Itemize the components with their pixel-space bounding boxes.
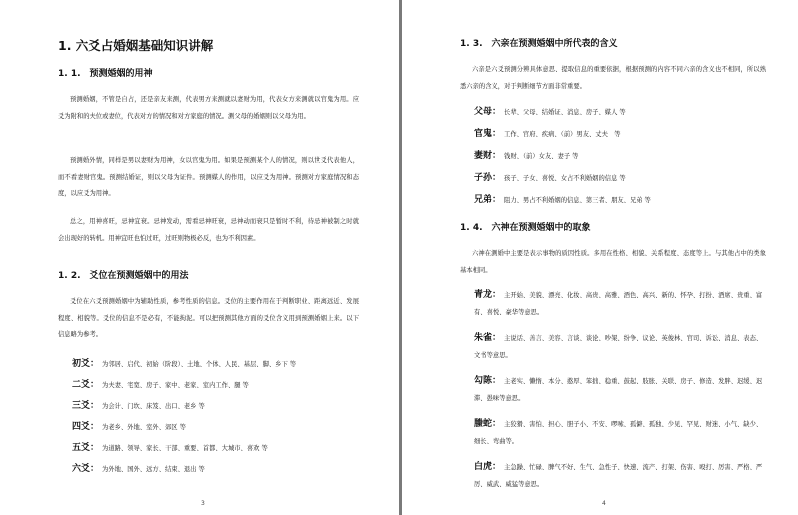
liushen-label: 朱雀： bbox=[474, 333, 502, 343]
section-1-1-heading: 1. 1. 预测婚姻的用神 bbox=[58, 69, 153, 79]
liushen-text: 主老实、懒惰、本分、憨厚、笨拙、稳重、鼓起、肢胀、关联、房子、修造、发胖、迟缓、迟滞、愚味等意思。 bbox=[474, 378, 763, 402]
page-number-4: 4 bbox=[602, 500, 606, 507]
yao-text: 为道路、领导、家长、干部、重要、首都、大城市、喜欢 等 bbox=[102, 445, 268, 452]
liushen-item-2 bbox=[474, 330, 766, 364]
liuqin-item-2 bbox=[474, 126, 766, 144]
yao-item-1 bbox=[72, 356, 359, 374]
yao-text: 为老乡、外地、室外、郊区 等 bbox=[102, 424, 186, 431]
liuqin-text: 孩子、子女、喜悦、女占不利婚姻的信息 等 bbox=[504, 175, 626, 182]
liushen-label: 青龙： bbox=[474, 290, 502, 300]
yao-label: 初爻： bbox=[72, 359, 100, 369]
liuqin-label: 官鬼： bbox=[474, 129, 502, 139]
paragraph-liuqin: 六亲是六爻预测分辨具体意思、提取信息的重要依据，根据预测的内容不同六亲的含义也不相同，所以熟悉六亲的含义，对于判断细节方面非常重要。 bbox=[460, 66, 766, 90]
liuqin-text: 长辈、父母、结婚证、消息、房子、媒人 等 bbox=[504, 109, 626, 116]
liushen-item-4 bbox=[474, 416, 766, 450]
liushen-text: 主急躁、忙碌、脾气不好、生气、急性子、快速、流产、打架、伤害、殴打、厉害、严格、严厉、威武、威猛等意思。 bbox=[474, 464, 763, 488]
yao-item-5 bbox=[72, 440, 359, 458]
page-number-3: 3 bbox=[201, 500, 205, 507]
section-1-3-heading: 1. 3. 六亲在预测婚姻中所代表的含义 bbox=[460, 39, 618, 49]
liushen-label: 螣蛇： bbox=[474, 419, 502, 429]
section-1-2-heading: 1. 2. 爻位在预测婚姻中的用法 bbox=[58, 271, 189, 281]
liushen-item-3 bbox=[474, 373, 766, 407]
section-1-4-heading: 1. 4. 六神在预测婚姻中的取象 bbox=[460, 223, 591, 233]
yao-text: 为邻居、启代、初始（阶段）、土地、个体、人民、基层、脚、乡下 等 bbox=[102, 361, 297, 368]
yao-item-3 bbox=[72, 398, 359, 416]
chapter-title: 1. 六爻占婚姻基础知识讲解 bbox=[58, 38, 214, 53]
liushen-item-1 bbox=[474, 287, 766, 321]
yao-label: 五爻： bbox=[72, 443, 100, 453]
yao-text: 为会计、门坎、床笈、出口、老乡 等 bbox=[102, 403, 205, 410]
yao-label: 三爻： bbox=[72, 401, 100, 411]
liushen-item-5 bbox=[474, 459, 766, 493]
yao-label: 二爻： bbox=[72, 380, 100, 390]
paragraph-yongshen-3: 总之，用神喜旺，忌神宜衰。忌神发动，需看忌神旺衰，忌神动而衰只是暂时不利，待忌神被制之时就会出现好的转机。用神宜旺也怕过旺，过旺则物极必反，也为不利因素。 bbox=[58, 218, 359, 242]
paragraph-liushen: 六神在测婚中主要是表示事物的质因性质。多用在性格、相貌、关系程度、态度等上。与其他占中的类象基本相同。 bbox=[460, 250, 766, 274]
liushen-label: 白虎： bbox=[474, 462, 502, 472]
liuqin-item-4 bbox=[474, 170, 766, 188]
liuqin-label: 妻财： bbox=[474, 151, 502, 161]
liushen-text: 主开始、美貌、漂亮、化妆、高贵、高雅、酒色、高兴、新的、怀孕、打扮、酒席、贵重、富有、喜悦、豪华等意思。 bbox=[474, 292, 763, 316]
liuqin-label: 兄弟： bbox=[474, 195, 502, 205]
paragraph-yongshen-2: 预测婚外情，同样是男以妻财为用神，女以官鬼为用。如果是预测某个人的情况，则以世爻代表他人，而不看妻财官鬼。预测结婚证，则以父母为证件。预测媒人的作用，以应爻为用神。预测对方家庭情况和态度，以应爻为用神。 bbox=[58, 157, 359, 198]
liushen-text: 主狡猾、害怕、担心、胆子小、不安、啰嗦、孤僻、孤独、少见、罕见、财迷、小气、缺少、细长、弯曲等。 bbox=[474, 421, 763, 445]
liuqin-item-3 bbox=[474, 148, 766, 166]
liuqin-text: 钱财、（前）女友、妻子 等 bbox=[504, 153, 579, 160]
yao-item-6 bbox=[72, 461, 359, 479]
liuqin-item-1 bbox=[474, 104, 766, 122]
liushen-text: 主说话、善言、美容、言谈、谈论、吵架、纷争、议论、英俊林、官司、诉讼、消息、表态、文书等意思。 bbox=[474, 335, 763, 359]
liuqin-item-5 bbox=[474, 192, 766, 210]
yao-text: 为夫妻、宅宽、房子、家中、老家、室内工作、腿 等 bbox=[102, 382, 249, 389]
liuqin-label: 父母： bbox=[474, 107, 502, 117]
liushen-label: 勾陈： bbox=[474, 376, 502, 386]
yao-text: 为外地、国外、远方、结束、退出 等 bbox=[102, 466, 205, 473]
paragraph-yongshen-1: 预测婚姻，不管是自占，还是亲友来测，代表男方来测就以妻财为用，代表女方来测就以官鬼为用。应爻为附和的夫位或妻位，代表对方的情况和对方家庭的情况。测父母的婚姻则以父母为用。 bbox=[58, 96, 359, 120]
yao-label: 六爻： bbox=[72, 464, 100, 474]
page-4 bbox=[402, 0, 798, 515]
yao-item-2 bbox=[72, 377, 359, 395]
yao-item-4 bbox=[72, 419, 359, 437]
liuqin-label: 子孙： bbox=[474, 173, 502, 183]
liuqin-text: 工作、官府、疾病、（前）男友、丈夫 等 bbox=[504, 131, 621, 138]
paragraph-yaowei: 爻位在六爻预测婚姻中为辅助性质，参考性质的信息。爻位的主要作用在于判断职业、距离远近、发展程度、相貌等。爻位的信息不是必有，不能拘泥。可以把预测其他方面的爻位含义用到预测婚姻上来。以下信息略为参考。 bbox=[58, 298, 359, 339]
liuqin-text: 阻力、男占不利婚姻的信息、第三者、朋友、兄弟 等 bbox=[504, 197, 651, 204]
yao-label: 四爻： bbox=[72, 422, 100, 432]
